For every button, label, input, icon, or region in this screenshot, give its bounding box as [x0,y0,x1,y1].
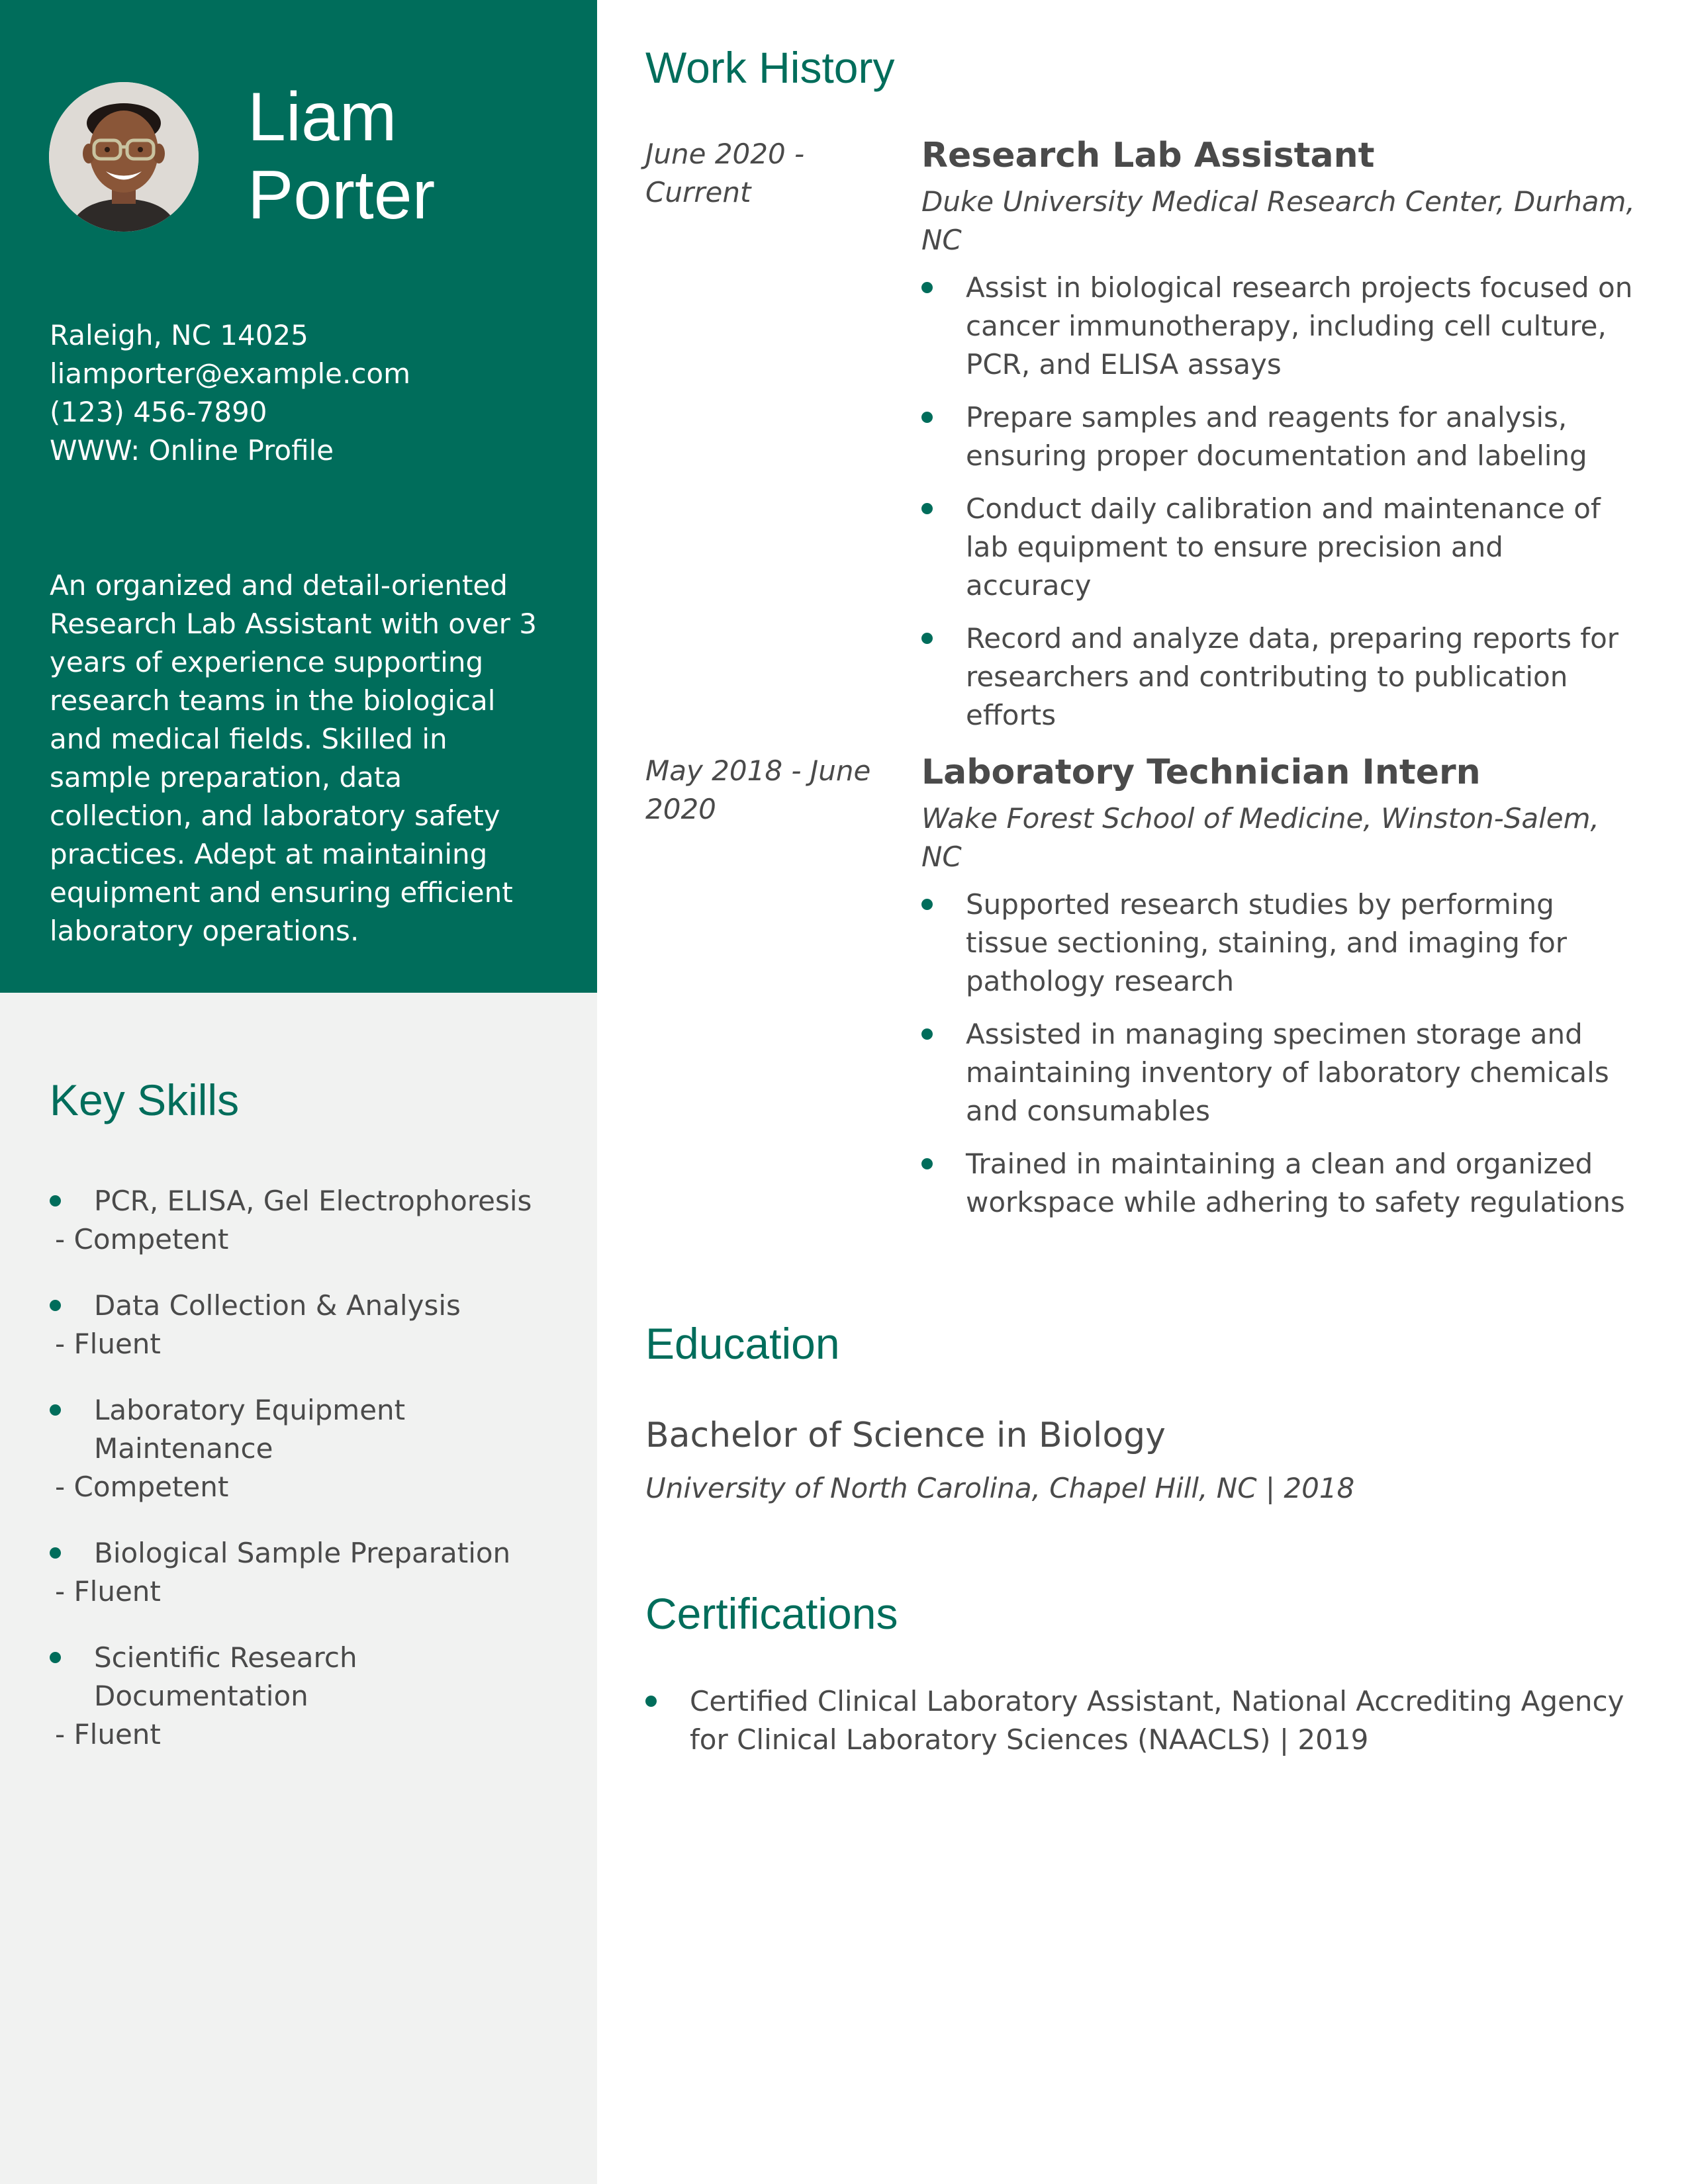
list-item [921,1015,1636,1130]
bullet-icon [921,899,933,910]
job-dates: May 2018 - June 2020 [645,754,871,825]
bullet-icon [50,1547,61,1559]
skill-item [50,1287,579,1363]
bullet-text: Assisted in managing specimen storage and maintaining inventory of laboratory chemicals and consumables [966,1018,1609,1127]
certifications-heading: Certifications [645,1589,898,1638]
job-dates: June 2020 - Current [645,138,805,208]
bullet-icon [50,1652,61,1663]
person-portrait-icon [49,82,199,232]
list-item [645,1682,1638,1759]
skill-name: Scientific Research Documentation [94,1641,357,1712]
avatar [49,82,199,232]
bullet-icon [921,282,933,293]
skill-name: Laboratory Equipment Maintenance [94,1394,406,1465]
skill-level: - Competent [55,1471,229,1503]
last-name: Porter [248,157,436,234]
bullet-icon [50,1300,61,1311]
education-heading: Education [645,1319,840,1368]
bullet-icon [50,1404,61,1416]
list-item [921,490,1636,605]
list-item [921,1145,1636,1222]
bullet-text: Supported research studies by performing tissue sectioning, staining, and imaging for pathology research [966,888,1568,997]
professional-summary: An organized and detail-oriented Research Lab Assistant with over 3 years of experience supporting research teams in the biological and medical fields. Skilled in sample preparation, data collection, and laboratory safety practices. Adept at maintaining equipment and ensuring efficient laboratory operations. [50,569,538,947]
skill-name: Data Collection & Analysis [94,1289,461,1322]
skill-level: - Competent [55,1223,229,1255]
job-details [921,752,1636,1236]
job-company: Wake Forest School of Medicine, Winston-Salem, NC [921,802,1599,873]
contact-website[interactable]: WWW: Online Profile [50,434,334,467]
skill-level: - Fluent [55,1328,161,1360]
bullet-text: Prepare samples and reagents for analysis, ensuring proper documentation and labeling [966,401,1587,472]
bullet-icon [921,1158,933,1169]
skills-heading: Key Skills [50,1075,240,1124]
bullet-text: Conduct daily calibration and maintenance of lab equipment to ensure precision and accuracy [966,492,1601,602]
list-item [921,886,1636,1001]
contact-email[interactable]: liamporter@example.com [50,357,411,390]
work-history-heading: Work History [645,43,895,92]
bullet-icon [921,412,933,423]
contact-info [50,316,579,470]
contact-address: Raleigh, NC 14025 [50,319,308,351]
job-title: Research Lab Assistant [921,136,1375,175]
bullet-text: Record and analyze data, preparing reports for researchers and contributing to publication efforts [966,622,1619,731]
bullet-text: Trained in maintaining a clean and organized workspace while adhering to safety regulations [966,1148,1625,1218]
bullet-text: Assist in biological research projects focused on cancer immunotherapy, including cell culture, PCR, and ELISA assays [966,271,1633,381]
job-bullets [921,269,1636,735]
bullet-icon [921,503,933,514]
job-title: Laboratory Technician Intern [921,752,1481,792]
skill-item [50,1391,579,1506]
skill-item [50,1639,579,1754]
list-item [921,398,1636,475]
skills-list [50,1182,579,1782]
contact-phone: (123) 456-7890 [50,396,267,428]
skill-level: - Fluent [55,1575,161,1608]
bullet-icon [50,1195,61,1206]
bullet-icon [921,633,933,644]
certification-text: Certified Clinical Laboratory Assistant, National Accrediting Agency for Clinical Laboratory Sciences (NAACLS) | 2019 [690,1685,1624,1756]
degree: Bachelor of Science in Biology [645,1416,1166,1455]
bullet-icon [645,1696,657,1707]
skill-item [50,1182,579,1259]
bullet-icon [921,1028,933,1040]
job-details [921,135,1636,749]
skill-level: - Fluent [55,1718,161,1751]
skill-item [50,1534,579,1611]
sidebar [0,0,597,2184]
candidate-name [248,78,579,234]
profile-panel [0,0,597,993]
list-item [921,619,1636,735]
skill-name: PCR, ELISA, Gel Electrophoresis [94,1185,532,1217]
first-name: Liam [248,79,397,156]
school: University of North Carolina, Chapel Hill, NC | 2018 [645,1472,1355,1504]
job-bullets [921,886,1636,1222]
job-company: Duke University Medical Research Center, Durham, NC [921,185,1635,256]
certifications-list [645,1682,1638,1774]
skill-name: Biological Sample Preparation [94,1537,511,1569]
list-item [921,269,1636,384]
